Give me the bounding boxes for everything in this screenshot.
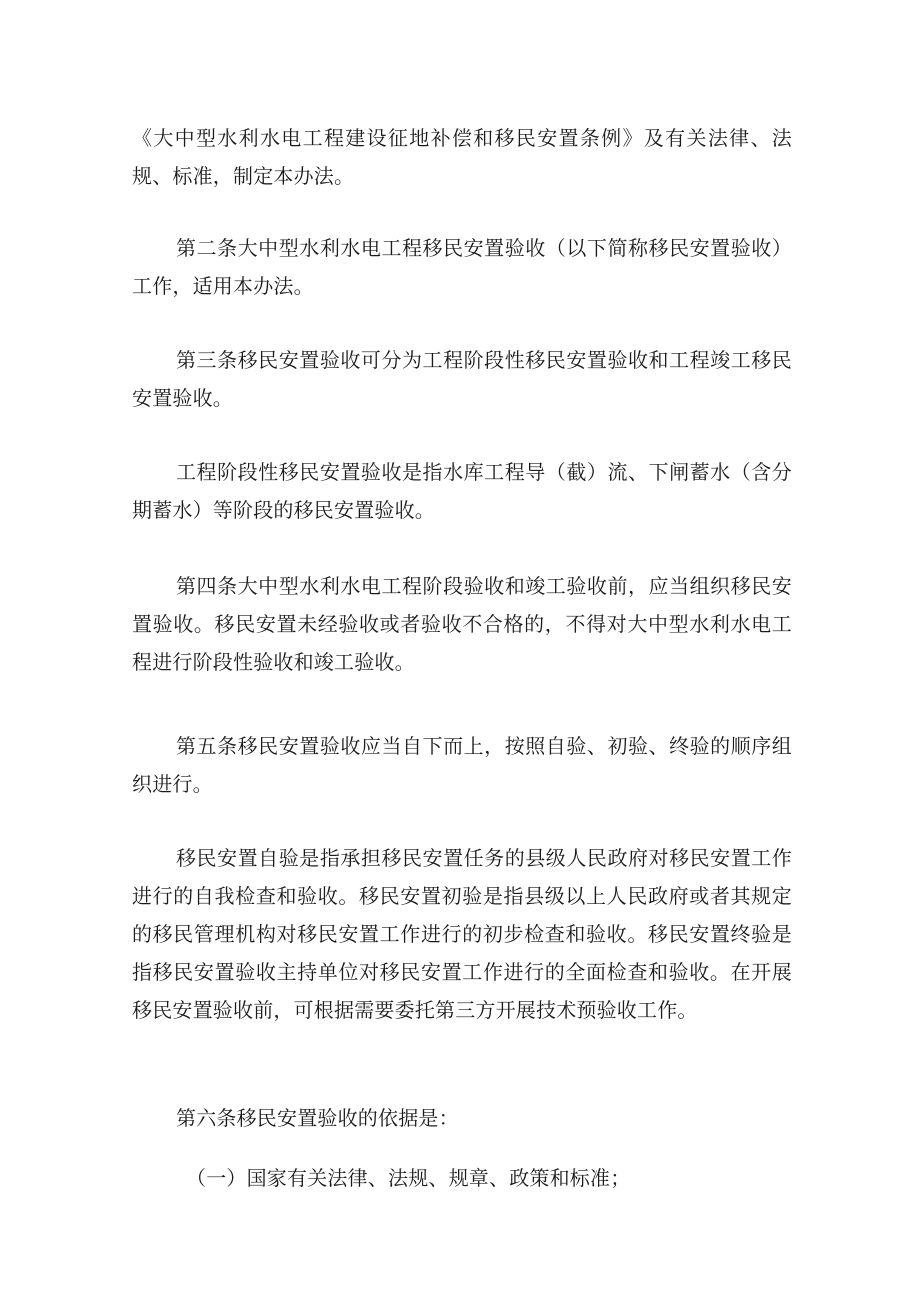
list-item-1: （一）国家有关法律、法规、规章、政策和标准； <box>186 1166 631 1190</box>
paragraph-article-3: 第三条移民安置验收可分为工程阶段性移民安置验收和工程竣工移民安置验收。 <box>132 348 792 410</box>
paragraph-acceptance-types: 移民安置自验是指承担移民安置任务的县级人民政府对移民安置工作进行的自我检查和验收。移民安置初验是指县级以上人民政府或者其规定的移民管理机构对移民安置工作进行的初步检查和验收。移民安置终验是指移民安置验收主持单位对移民安置工作进行的全面检查和验收。在开展移民安置验收前，可根据需要委托第三方开展技术预验收工作。 <box>132 846 792 1022</box>
paragraph-intro: 《大中型水利水电工程建设征地补偿和移民安置条例》及有关法律、法规、标准，制定本办法。 <box>132 126 792 188</box>
paragraph-article-4: 第四条大中型水利水电工程阶段验收和竣工验收前，应当组织移民安置验收。移民安置未经验收或者验收不合格的，不得对大中型水利水电工程进行阶段性验收和竣工验收。 <box>132 574 792 674</box>
paragraph-stage-acceptance: 工程阶段性移民安置验收是指水库工程导（截）流、下闸蓄水（含分期蓄水）等阶段的移民安置验收。 <box>132 460 792 522</box>
paragraph-article-6: 第六条移民安置验收的依据是： <box>176 1106 459 1130</box>
paragraph-article-2: 第二条大中型水利水电工程移民安置验收（以下简称移民安置验收）工作，适用本办法。 <box>132 236 792 298</box>
paragraph-article-5: 第五条移民安置验收应当自下而上，按照自验、初验、终验的顺序组织进行。 <box>132 734 792 796</box>
